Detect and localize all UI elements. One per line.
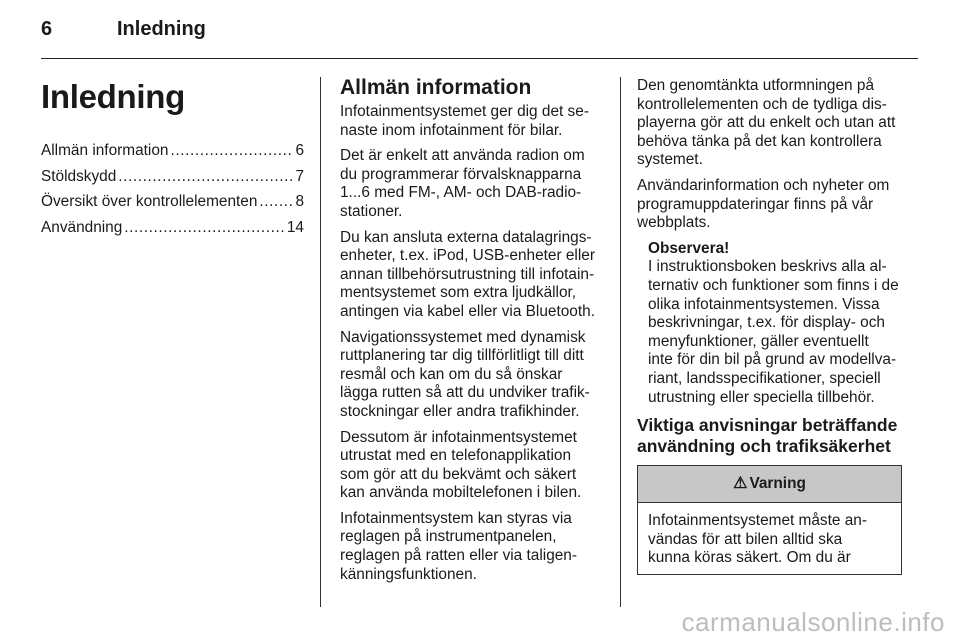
toc-entry-anvandning[interactable]	[41, 219, 304, 238]
toc-entry-label: Översikt över kontrollelementen	[41, 193, 258, 211]
warning-header	[638, 466, 901, 503]
warning-text: Infotainmentsystemet måste an- vändas för att bilen alltid ska kunna köras säkert. Om du är	[648, 512, 867, 567]
note-title: Observera!	[648, 239, 730, 257]
note-text: I instruktionsboken beskrivs alla al- ternativ och funktioner som finns i de olika infotainmentsystemen. Vissa beskrivningar, t.ex. för display- och menyfunktioner, gäller eventuellt inte för din bil på grund av modellva- riant, landsspecifikationer, speciell utrustning eller speciella tillbehör.	[648, 258, 899, 406]
safety-column	[637, 77, 902, 575]
toc-leader-dots	[170, 142, 293, 161]
body-paragraph: Du kan ansluta externa datalagrings- enheter, t.ex. iPod, USB-enheter eller annan tillbehörsutrustning till infotain- mentsystemet som extra ljudkällor, antingen via kabel eller via Bluetooth.	[340, 228, 595, 320]
subsection-title: Viktiga anvisningar beträffande användning och trafiksäkerhet	[637, 415, 898, 457]
toc-leader-dots	[118, 168, 293, 187]
toc-entry-oversikt[interactable]	[41, 193, 304, 212]
toc-entry-allman-information[interactable]	[41, 142, 304, 161]
column-divider	[320, 77, 321, 607]
column-divider	[620, 77, 621, 607]
body-paragraph: Användarinformation och nyheter om programuppdateringar finns på vår webbplats.	[637, 176, 890, 232]
chapter-title: Inledning	[41, 78, 185, 115]
warning-label: Varning	[749, 474, 806, 492]
running-title: Inledning	[117, 18, 206, 40]
note-block	[648, 240, 902, 407]
watermark: carmanualsonline.info	[681, 607, 945, 637]
general-info-column	[340, 76, 605, 591]
toc-entry-stoldskydd[interactable]	[41, 168, 304, 187]
body-paragraph: Infotainmentsystemet ger dig det se- naste inom infotainment för bilar.	[340, 103, 589, 139]
page-number: 6	[41, 18, 53, 40]
page-header	[41, 18, 206, 41]
header-rule	[41, 58, 918, 59]
toc-entry-label: Allmän information	[41, 142, 169, 159]
body-paragraph: Den genomtänkta utformningen på kontrollelementen och de tydliga dis- playerna gör att du enkelt och utan att behöva tänka på det kan kontrollera systemet.	[637, 77, 896, 169]
body-paragraph: Dessutom är infotainmentsystemet utrustat med en telefonapplikation som gör att du bekvämt och säkert kan använda mobiltelefonen i bilen.	[340, 428, 582, 502]
section-title: Allmän information	[340, 76, 532, 99]
toc-entry-page: 6	[295, 142, 304, 159]
toc-entry-label: Användning	[41, 218, 123, 236]
toc-entry-page: 7	[295, 167, 304, 185]
toc-leader-dots	[259, 193, 293, 212]
toc-entry-page: 14	[286, 218, 304, 236]
toc-entry-page: 8	[295, 193, 304, 211]
toc-leader-dots	[124, 219, 285, 238]
body-paragraph: Navigationssystemet med dynamisk ruttplanering tar dig tillförlitligt till ditt resmål och kan om du så önskar lägga rutten så att du undviker trafik- stockningar eller andra trafikhinder.	[340, 328, 590, 420]
toc-entry-label: Stöldskydd	[41, 167, 117, 185]
warning-triangle-icon: ⚠	[733, 474, 748, 492]
body-paragraph: Infotainmentsystem kan styras via reglagen på instrumentpanelen, reglagen på ratten eller via taligen- känningsfunktionen.	[340, 509, 577, 583]
toc-column	[41, 76, 304, 244]
body-paragraph: Det är enkelt att använda radion om du programmerar förvalsknapparna 1...6 med FM-, AM- och DAB-radio- stationer.	[340, 147, 585, 220]
warning-box	[637, 465, 902, 575]
